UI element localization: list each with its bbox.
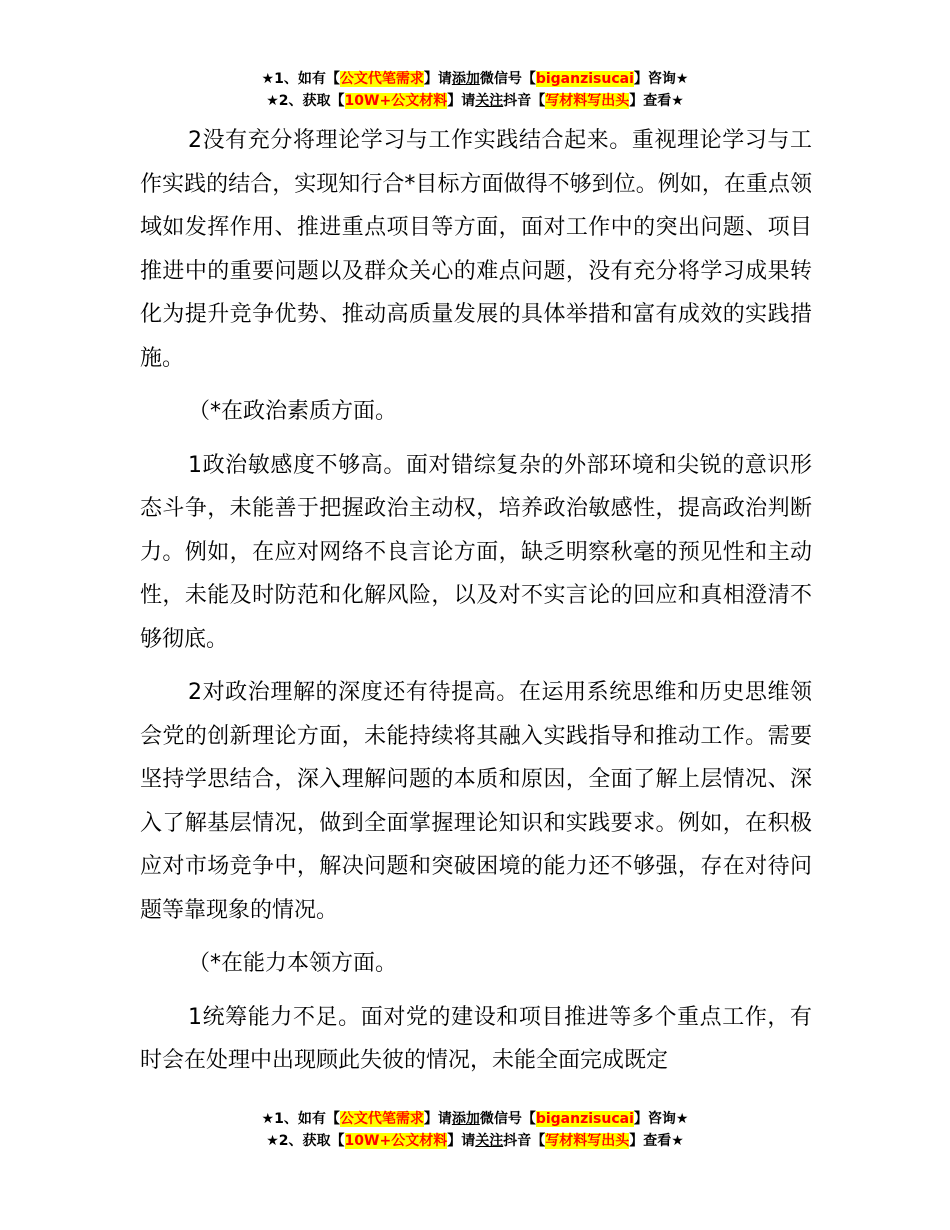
banner-text: 】请 — [423, 1111, 452, 1127]
underlined-text: 添加 — [451, 1111, 480, 1127]
paragraph: 1政治敏感度不够高。面对错综复杂的外部环境和尖锐的意识形态斗争，未能善于把握政治主动权，培养政治敏感性，提高政治判断力。例如，在应对网络不良言论方面，缺乏明察秋毫的预见性和主动性，未能及时防范和化解风险，以及对不实言论的回应和真相澄清不够彻底。 — [140, 452, 812, 652]
underlined-text: 关注 — [475, 93, 504, 109]
banner-text: 】咨询★ — [633, 71, 689, 87]
banner-line-2 — [0, 90, 950, 112]
banner-line-1 — [0, 1108, 950, 1130]
highlight-wechat-id: biganzisucai — [535, 1111, 634, 1127]
banner-text: 微信号【 — [479, 71, 536, 87]
banner-text: 】查看★ — [629, 1133, 684, 1149]
banner-text: 微信号【 — [479, 1111, 536, 1127]
banner-text: 】请 — [423, 71, 452, 87]
document-body — [140, 119, 812, 1093]
underlined-text: 关注 — [475, 1133, 504, 1149]
star-icon: ★ — [266, 93, 279, 109]
banner-text: 1、如有【 — [274, 1111, 340, 1127]
paragraph: 2没有充分将理论学习与工作实践结合起来。重视理论学习与工作实践的结合，实现知行合*目标方面做得不够到位。例如，在重点领域如发挥作用、推进重点项目等方面，面对工作中的突出问题、项目推进中的重要问题以及群众关心的难点问题，没有充分将学习成果转化为提升竞争优势、推动高质量发展的具体举措和富有成效的实践措施。 — [140, 128, 812, 371]
section-heading: （*在能力本领方面。 — [188, 951, 398, 976]
footer-banner — [0, 1108, 950, 1152]
banner-text: 2、获取【 — [278, 93, 345, 109]
banner-text: 】咨询★ — [633, 1111, 689, 1127]
banner-text: 抖音【 — [503, 93, 546, 109]
highlight-douyin: 写材料写出头 — [545, 93, 630, 109]
banner-line-2 — [0, 1130, 950, 1152]
underlined-text: 添加 — [451, 71, 480, 87]
highlight-douyin: 写材料写出头 — [545, 1133, 630, 1149]
banner-text: 】请 — [447, 1133, 476, 1149]
star-icon: ★ — [261, 1111, 275, 1127]
paragraph: 2对政治理解的深度还有待提高。在运用系统思维和历史思维领会党的创新理论方面，未能持续将其融入实践指导和推动工作。需要坚持学思结合，深入理解问题的本质和原因，全面了解上层情况、深入了解基层情况，做到全面掌握理论知识和实践要求。例如，在积极应对市场竞争中，解决问题和突破困境的能力还不够强，存在对待问题等靠现象的情况。 — [140, 680, 812, 923]
highlight-service: 公文代笔需求 — [339, 1111, 424, 1127]
highlight-materials: 10W+公文材料 — [344, 93, 448, 109]
banner-text: 】查看★ — [629, 93, 684, 109]
highlight-service: 公文代笔需求 — [339, 71, 424, 87]
star-icon: ★ — [261, 71, 275, 87]
paragraph: 1统筹能力不足。面对党的建设和项目推进等多个重点工作，有时会在处理中出现顾此失彼的情况，未能全面完成既定 — [140, 1004, 812, 1073]
banner-text: 】请 — [447, 93, 476, 109]
banner-text: 1、如有【 — [274, 71, 340, 87]
star-icon: ★ — [266, 1133, 279, 1149]
header-banner — [0, 68, 950, 112]
banner-text: 2、获取【 — [278, 1133, 345, 1149]
banner-text: 抖音【 — [503, 1133, 546, 1149]
highlight-wechat-id: biganzisucai — [535, 71, 634, 87]
section-heading: （*在政治素质方面。 — [188, 399, 398, 424]
highlight-materials: 10W+公文材料 — [344, 1133, 448, 1149]
banner-line-1 — [0, 68, 950, 90]
